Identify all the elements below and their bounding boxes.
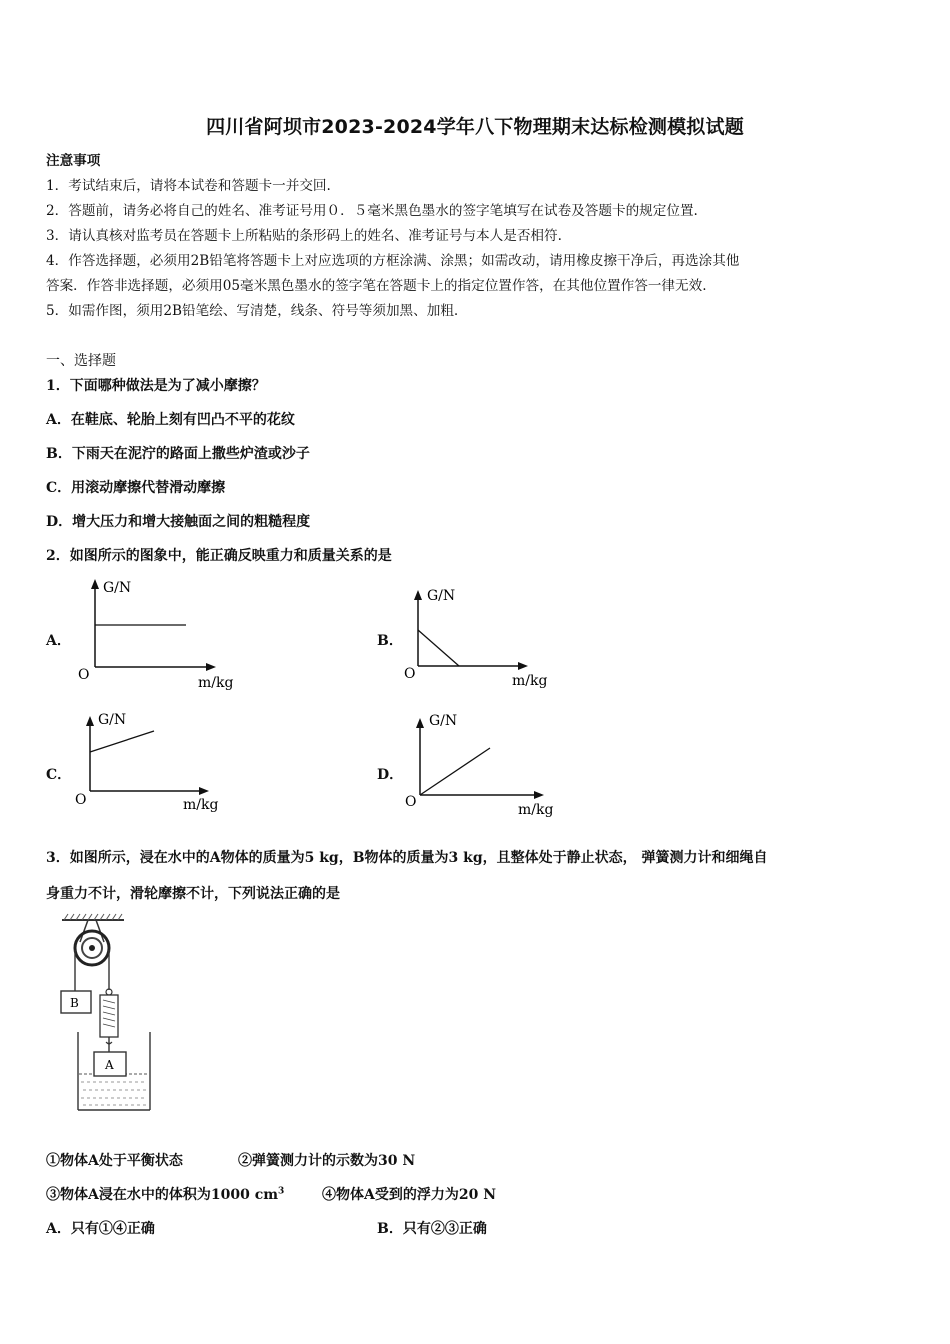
x-axis-arrow: [206, 663, 216, 671]
q3-stem-line1: 3．如图所示，浸在水中的A物体的质量为5 kg，B物体的质量为3 kg，且整体处于静止状态， 弹簧测力计和细绳自: [46, 850, 768, 866]
q2-stem: 2．如图所示的图象中，能正确反映重力和质量关系的是: [46, 548, 392, 564]
block-a-label: A: [105, 1058, 114, 1072]
q2-graph-b: [395, 580, 570, 695]
water: [81, 1082, 147, 1105]
q1-option-c: C．用滚动摩擦代替滑动摩擦: [46, 480, 226, 496]
q3-statement-4: ④物体A受到的浮力为20 N: [322, 1187, 497, 1203]
q1-option-b: B．下雨天在泥泞的路面上撒些炉渣或沙子: [46, 446, 310, 462]
notice-heading: 注意事项: [46, 153, 101, 169]
y-axis-arrow: [86, 716, 94, 726]
x-axis-label: m/kg: [183, 797, 219, 813]
y-axis-label: G/N: [103, 580, 132, 596]
notice-item: 4．作答选择题，必须用2B铅笔将答题卡上对应选项的方框涂满、涂黑；如需改动，请用橡皮擦干净后，再选涂其他: [46, 253, 740, 269]
section-heading: 一、选择题: [46, 353, 116, 369]
y-axis-arrow: [416, 718, 424, 728]
x-axis-label: m/kg: [198, 675, 234, 691]
origin-label: O: [78, 667, 90, 683]
q1-option-a: A．在鞋底、轮胎上刻有凹凸不平的花纹: [46, 412, 295, 428]
y-axis-label: G/N: [429, 713, 458, 729]
q3-stem-line2: 身重力不计，滑轮摩擦不计，下列说法正确的是: [46, 886, 340, 902]
graph-line: [418, 630, 459, 666]
origin-label: O: [405, 794, 417, 810]
y-axis-arrow: [414, 590, 422, 600]
y-axis-arrow: [91, 579, 99, 589]
x-axis-arrow: [518, 662, 528, 670]
q1-stem: 1．下面哪种做法是为了减小摩擦？: [46, 378, 266, 394]
graph-line: [90, 731, 154, 752]
q2-option-a-label: A．: [46, 633, 71, 649]
notice-item: 5．如需作图，须用2B铅笔绘、写清楚，线条、符号等须加黑、加粗.: [46, 303, 459, 319]
q3-statement-1: ①物体A处于平衡状态: [46, 1153, 183, 1169]
q3-statement-3: [46, 1185, 284, 1205]
q2-option-b-label: B．: [377, 633, 403, 649]
block-b-label: B: [70, 996, 79, 1010]
x-axis-label: m/kg: [512, 673, 548, 689]
q3-pulley-figure: [52, 912, 162, 1117]
q3-statement-3-text: ③物体A浸在水中的体积为1000 cm: [46, 1187, 279, 1203]
origin-label: O: [75, 792, 87, 808]
q3-statement-2: ②弹簧测力计的示数为30 N: [238, 1153, 416, 1169]
notice-item: 1．考试结束后，请将本试卷和答题卡一并交回.: [46, 178, 331, 194]
q2-graph-d: [398, 708, 568, 820]
q2-option-d-label: D．: [377, 767, 404, 783]
pulley-axle: [89, 945, 95, 951]
x-axis-arrow: [199, 787, 209, 795]
q3-option-b: B．只有②③正确: [377, 1221, 487, 1237]
notice-item: 3．请认真核对监考员在答题卡上所粘贴的条形码上的姓名、准考证号与本人是否相符.: [46, 228, 562, 244]
q2-graph-c: [70, 708, 240, 818]
origin-label: O: [404, 666, 416, 682]
graph-line: [420, 748, 490, 795]
x-axis-arrow: [534, 791, 544, 799]
page-title: 四川省阿坝市2023-2024学年八下物理期末达标检测模拟试题: [206, 116, 744, 138]
notice-item: 答案．作答非选择题，必须用05毫米黑色墨水的签字笔在答题卡上的指定位置作答，在其他位置作答一律无效.: [46, 278, 707, 294]
x-axis-label: m/kg: [518, 802, 554, 818]
q1-option-d: D．增大压力和增大接触面之间的粗糙程度: [46, 514, 311, 530]
q2-option-c-label: C．: [46, 767, 72, 783]
q3-option-a: A．只有①④正确: [46, 1221, 155, 1237]
q2-graph-a: [70, 575, 250, 695]
y-axis-label: G/N: [427, 588, 456, 604]
q3-statement-3-sup: 3: [278, 1186, 285, 1197]
y-axis-label: G/N: [98, 712, 127, 728]
notice-item: 2．答题前，请务必将自己的姓名、准考证号用０．５毫米黑色墨水的签字笔填写在试卷及答题卡的规定位置.: [46, 203, 698, 219]
